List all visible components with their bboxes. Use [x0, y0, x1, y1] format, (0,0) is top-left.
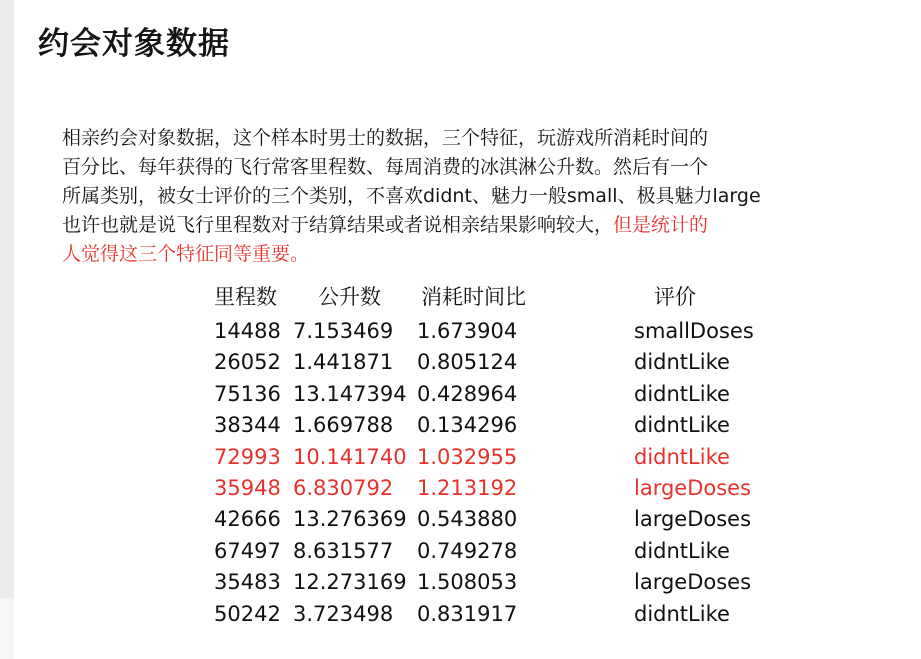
- cell-miles: 35948: [214, 475, 281, 500]
- cell-liters: 3.723498: [293, 601, 394, 626]
- cell-time-ratio: 0.134296: [417, 413, 518, 438]
- cell-rating: smallDoses: [634, 319, 754, 343]
- cell-miles: 50242: [214, 601, 281, 626]
- cell-miles: 38344: [214, 413, 281, 438]
- cell-time-ratio: 1.032955: [417, 444, 518, 469]
- cell-miles: 72993: [214, 444, 281, 469]
- header-time-ratio: 消耗时间比: [421, 285, 526, 309]
- header-liters: 公升数: [318, 285, 381, 309]
- left-edge-strip-bottom: [0, 598, 14, 659]
- cell-time-ratio: 0.749278: [417, 538, 518, 563]
- header-miles: 里程数: [214, 285, 277, 309]
- cell-miles: 67497: [214, 538, 281, 563]
- cell-miles: 35483: [214, 570, 281, 595]
- cell-liters: 10.141740: [293, 444, 407, 469]
- cell-rating: didntLike: [634, 601, 730, 626]
- cell-time-ratio: 0.428964: [417, 381, 518, 406]
- cell-rating: didntLike: [634, 413, 730, 438]
- cell-rating: largeDoses: [634, 507, 752, 532]
- cell-liters: 13.276369: [293, 507, 407, 532]
- paragraph-line-4-text: 也许也就是说飞行里程数对于结算结果或者说相亲结果影响较大，: [62, 214, 614, 236]
- cell-liters: 12.273169: [293, 570, 407, 595]
- slide-title: 约会对象数据: [38, 26, 230, 62]
- cell-rating: didntLike: [634, 444, 730, 469]
- cell-rating: didntLike: [634, 381, 730, 406]
- highlight-text-end: 人觉得这三个特征同等重要。: [62, 243, 310, 265]
- cell-miles: 26052: [214, 350, 281, 375]
- cell-time-ratio: 0.805124: [417, 350, 518, 375]
- cell-liters: 1.441871: [293, 350, 394, 375]
- cell-liters: 1.669788: [293, 413, 394, 438]
- cell-miles: 42666: [214, 507, 281, 532]
- cell-miles: 75136: [214, 381, 281, 406]
- cell-time-ratio: 1.673904: [417, 319, 518, 343]
- cell-liters: 6.830792: [293, 475, 394, 500]
- cell-time-ratio: 1.213192: [417, 475, 518, 500]
- cell-time-ratio: 1.508053: [417, 570, 518, 595]
- paragraph-line-4: [62, 211, 892, 240]
- highlight-text-start: 但是统计的: [613, 214, 709, 236]
- header-rating: 评价: [654, 285, 696, 309]
- cell-rating: largeDoses: [634, 570, 752, 595]
- cell-liters: 7.153469: [293, 319, 394, 343]
- left-edge-strip: [0, 0, 14, 659]
- paragraph-line-3: 所属类别，被女士评价的三个类别，不喜欢didnt、魅力一般small、极具魅力large: [62, 185, 761, 207]
- cell-rating: didntLike: [634, 350, 730, 375]
- cell-time-ratio: 0.543880: [417, 507, 518, 532]
- cell-rating: largeDoses: [634, 475, 752, 500]
- cell-rating: didntLike: [634, 538, 730, 563]
- cell-miles: 14488: [214, 319, 281, 343]
- paragraph-line-2: 百分比、每年获得的飞行常客里程数、每周消费的冰淇淋公升数。然后有一个: [62, 156, 709, 178]
- paragraph-line-1: 相亲约会对象数据，这个样本时男士的数据，三个特征，玩游戏所消耗时间的: [62, 127, 709, 149]
- cell-liters: 13.147394: [293, 381, 407, 406]
- cell-liters: 8.631577: [293, 538, 394, 563]
- cell-time-ratio: 0.831917: [417, 601, 518, 626]
- description-paragraph: [62, 124, 892, 269]
